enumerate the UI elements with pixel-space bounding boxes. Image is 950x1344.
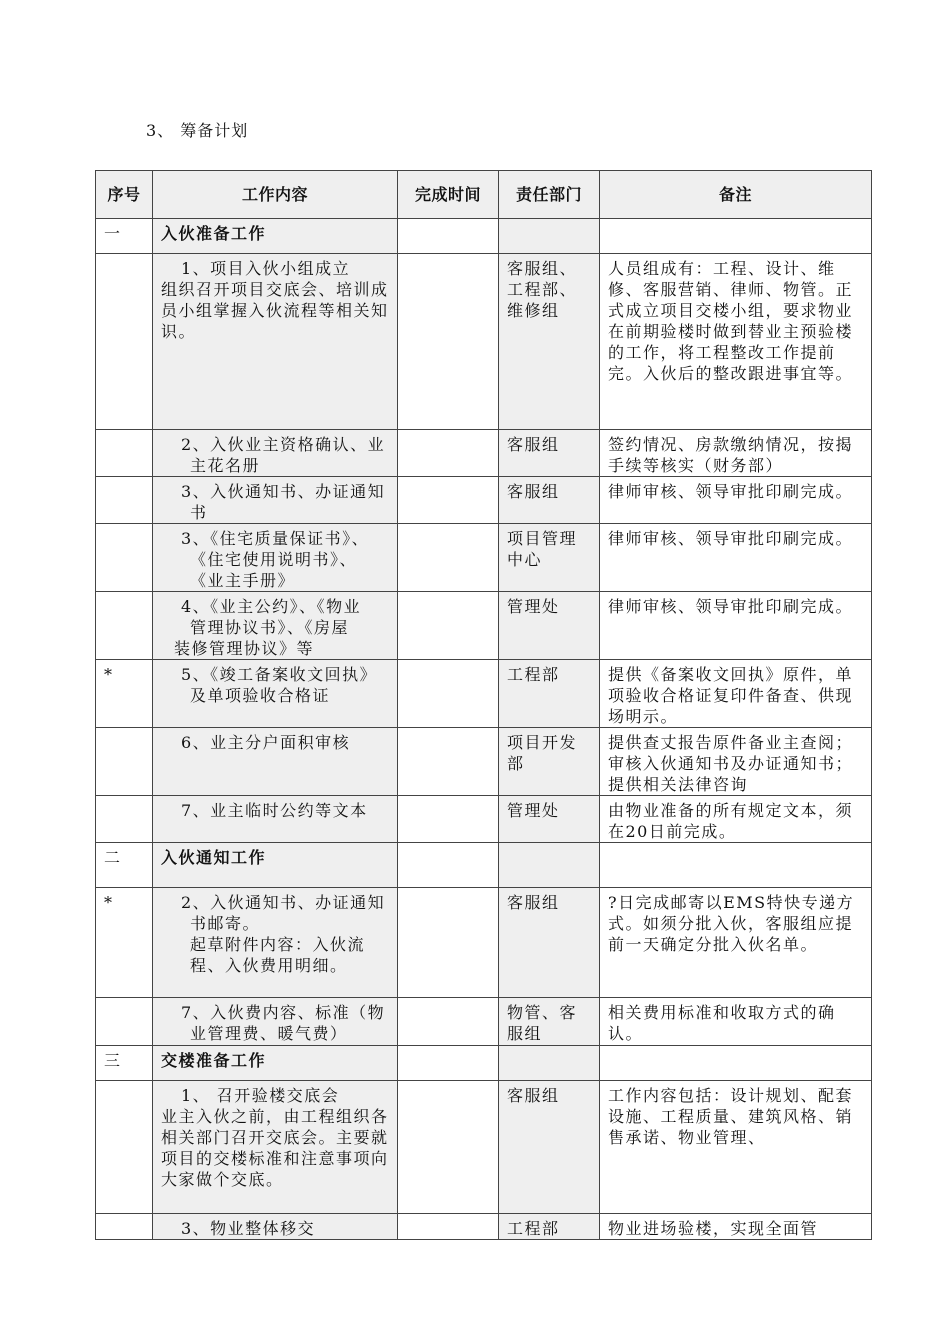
mark-cell: *: [96, 888, 153, 998]
dept-cell: 工程部: [499, 1214, 600, 1240]
mark-cell: [96, 728, 153, 796]
time-cell: [398, 592, 499, 660]
mark-cell: [96, 254, 153, 430]
dept-cell: 管理处: [499, 796, 600, 843]
note-cell: 律师审核、领导审批印刷完成。: [600, 524, 872, 592]
mark-cell: [96, 524, 153, 592]
header-time: 完成时间: [398, 171, 499, 219]
header-dept: 责任部门: [499, 171, 600, 219]
time-cell: [398, 524, 499, 592]
table-row: [96, 728, 872, 796]
note-cell: 工作内容包括：设计规划、配套设施、工程质量、建筑风格、销售承诺、物业管理、: [600, 1081, 872, 1214]
section-title: 入伙准备工作: [153, 219, 398, 254]
time-cell: [398, 998, 499, 1046]
content-cell: [153, 796, 398, 843]
time-cell: [398, 796, 499, 843]
content-cell: [153, 728, 398, 796]
note-cell: ?日完成邮寄以EMS特快专递方式。如须分批入伙，客服组应提前一天确定分批入伙名单。: [600, 888, 872, 998]
content-line: 《业主手册》: [190, 571, 296, 590]
content-line: 4、《业主公约》、《物业: [181, 597, 362, 616]
mark-cell: [96, 430, 153, 477]
table-header-row: [96, 171, 872, 219]
table-row: [96, 254, 872, 430]
mark-cell: [96, 1214, 153, 1240]
table-row: [96, 1081, 872, 1214]
time-cell: [398, 219, 499, 254]
table-row: [96, 796, 872, 843]
content-line: 书邮寄。: [190, 914, 261, 933]
content-line: 业管理费、暖气费）: [190, 1024, 348, 1043]
section-number: 二: [96, 843, 153, 888]
note-cell: 提供《备案收文回执》原件，单项验收合格证复印件备查、供现场明示。: [600, 660, 872, 728]
content-line: 7、入伙费内容、标准（物: [181, 1003, 386, 1022]
content-cell: [153, 1081, 398, 1214]
dept-cell: [499, 843, 600, 888]
note-cell: [600, 843, 872, 888]
section-row: [96, 843, 872, 888]
note-cell: [600, 1046, 872, 1081]
content-line: 及单项验收合格证: [190, 686, 331, 705]
section-title: 入伙通知工作: [153, 843, 398, 888]
mark-cell: [96, 796, 153, 843]
preparation-plan-table: [95, 170, 872, 1240]
time-cell: [398, 1214, 499, 1240]
time-cell: [398, 728, 499, 796]
section-heading: 3、 筹备计划: [146, 121, 249, 140]
content-cell: [153, 888, 398, 998]
time-cell: [398, 477, 499, 524]
content-line: 程、入伙费用明细。: [190, 956, 348, 975]
dept-cell: 客服组: [499, 888, 600, 998]
header-note: 备注: [600, 171, 872, 219]
content-line: 管理协议书》、《房屋: [190, 618, 350, 637]
content-line: 5、《竣工备案收文回执》: [181, 665, 378, 684]
dept-cell: 管理处: [499, 592, 600, 660]
mark-cell: *: [96, 660, 153, 728]
note-cell: 律师审核、领导审批印刷完成。: [600, 477, 872, 524]
mark-cell: [96, 998, 153, 1046]
note-cell: 人员组成有：工程、设计、维修、客服营销、律师、物管。正式成立项目交楼小组，要求物业在前期验楼时做到替业主预验楼的工作，将工程整改工作提前完。入伙后的整改跟进事宜等。: [600, 254, 872, 430]
dept-cell: 物管、客服组: [499, 998, 600, 1046]
table-row: [96, 1214, 872, 1240]
section-number: 三: [96, 1046, 153, 1081]
content-line: 2、入伙业主资格确认、业: [181, 435, 386, 454]
content-line: 6、业主分户面积审核: [181, 733, 351, 752]
header-seq: 序号: [96, 171, 153, 219]
content-line: 组织召开项目交底会、培训成员小组掌握入伙流程等相关知识。: [161, 280, 389, 341]
time-cell: [398, 1046, 499, 1081]
dept-cell: 客服组: [499, 477, 600, 524]
content-line: 2、入伙通知书、办证通知: [181, 893, 386, 912]
content-line: 装修管理协议》等: [174, 639, 315, 658]
dept-cell: 项目开发部: [499, 728, 600, 796]
content-cell: [153, 660, 398, 728]
table-row: [96, 524, 872, 592]
table-row: [96, 592, 872, 660]
section-title: 交楼准备工作: [153, 1046, 398, 1081]
content-cell: [153, 254, 398, 430]
table-row: [96, 430, 872, 477]
content-cell: [153, 1214, 398, 1240]
table-row: [96, 998, 872, 1046]
time-cell: [398, 888, 499, 998]
content-line: 主花名册: [190, 456, 261, 475]
content-line: 1、项目入伙小组成立: [181, 259, 351, 278]
note-cell: 提供查丈报告原件备业主查阅；审核入伙通知书及办证通知书；提供相关法律咨询: [600, 728, 872, 796]
dept-cell: 项目管理中心: [499, 524, 600, 592]
table-row: [96, 888, 872, 998]
content-line: 3、入伙通知书、办证通知: [181, 482, 386, 501]
content-line: 业主入伙之前，由工程组织各相关部门召开交底会。主要就项目的交楼标准和注意事项向大家做个交底。: [161, 1107, 389, 1189]
note-cell: 签约情况、房款缴纳情况，按揭手续等核实（财务部）: [600, 430, 872, 477]
content-line: 起草附件内容：入伙流: [190, 935, 366, 954]
header-content: 工作内容: [153, 171, 398, 219]
content-line: 1、 召开验楼交底会: [181, 1086, 340, 1105]
content-line: 3、《住宅质量保证书》、: [181, 529, 370, 548]
note-cell: 物业进场验楼，实现全面管: [600, 1214, 872, 1240]
table-row: [96, 477, 872, 524]
content-line: 《住宅使用说明书》、: [190, 550, 358, 569]
dept-cell: 客服组、工程部、维修组: [499, 254, 600, 430]
mark-cell: [96, 592, 153, 660]
section-row: [96, 219, 872, 254]
content-line: 书: [190, 503, 208, 522]
note-cell: 律师审核、领导审批印刷完成。: [600, 592, 872, 660]
time-cell: [398, 1081, 499, 1214]
content-cell: [153, 592, 398, 660]
mark-cell: [96, 1081, 153, 1214]
time-cell: [398, 254, 499, 430]
content-line: 7、业主临时公约等文本: [181, 801, 368, 820]
time-cell: [398, 660, 499, 728]
content-cell: [153, 998, 398, 1046]
note-cell: [600, 219, 872, 254]
content-cell: [153, 524, 398, 592]
dept-cell: [499, 1046, 600, 1081]
dept-cell: 客服组: [499, 430, 600, 477]
section-number: 一: [96, 219, 153, 254]
dept-cell: 客服组: [499, 1081, 600, 1214]
mark-cell: [96, 477, 153, 524]
dept-cell: 工程部: [499, 660, 600, 728]
content-cell: [153, 430, 398, 477]
time-cell: [398, 843, 499, 888]
content-cell: [153, 477, 398, 524]
content-line: 3、物业整体移交: [181, 1219, 316, 1238]
section-row: [96, 1046, 872, 1081]
dept-cell: [499, 219, 600, 254]
note-cell: 由物业准备的所有规定文本，须在20日前完成。: [600, 796, 872, 843]
note-cell: 相关费用标准和收取方式的确认。: [600, 998, 872, 1046]
time-cell: [398, 430, 499, 477]
table-row: [96, 660, 872, 728]
